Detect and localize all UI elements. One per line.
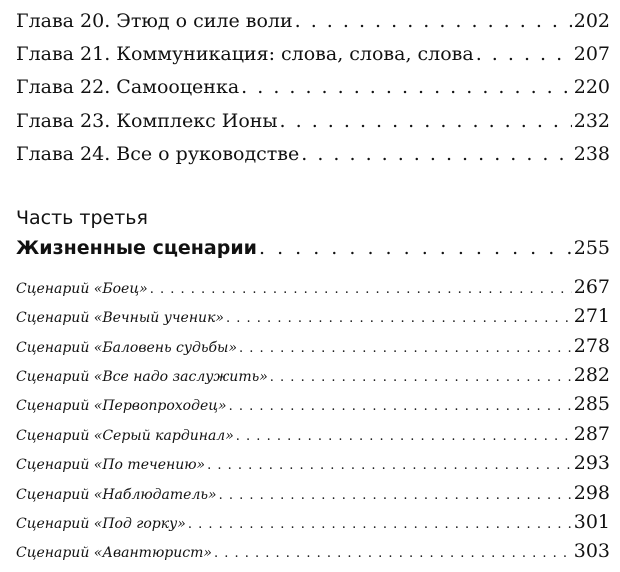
toc-entry-title: Глава 24. Все о руководстве xyxy=(16,143,300,165)
toc-page-number: 238 xyxy=(573,143,610,165)
toc-page-number: 267 xyxy=(573,276,610,298)
toc-page-number: 255 xyxy=(573,237,610,259)
toc-page-number: 282 xyxy=(573,364,610,386)
toc-page-number: 301 xyxy=(573,511,610,533)
toc-page-number: 303 xyxy=(573,540,610,562)
toc-chapter-24 xyxy=(16,143,610,176)
toc-entry-title: Глава 20. Этюд о силе воли xyxy=(16,10,293,32)
toc-entry-title: Глава 21. Коммуникация: слова, слова, слова xyxy=(16,43,474,65)
dot-leader xyxy=(270,370,572,385)
toc-entry-title: Сценарий «Вечный ученик» xyxy=(16,310,224,326)
toc-entry-title: Сценарий «Все надо заслужить» xyxy=(16,369,268,385)
toc-part-title xyxy=(16,237,610,259)
dot-leader xyxy=(259,237,572,259)
dot-leader xyxy=(280,110,572,132)
toc-scenario-observer xyxy=(16,482,610,512)
toc-entry-title: Сценарий «Первопроходец» xyxy=(16,398,227,414)
toc-chapter-23 xyxy=(16,110,610,143)
dot-leader xyxy=(301,143,571,165)
toc-scenario-downhill xyxy=(16,511,610,541)
toc-scenario-adventurer xyxy=(16,540,610,570)
toc-page-number: 287 xyxy=(573,423,610,445)
toc-page-number: 232 xyxy=(573,110,610,132)
toc-page-number: 278 xyxy=(573,335,610,357)
toc-page-number: 285 xyxy=(573,393,610,415)
dot-leader xyxy=(207,458,572,473)
dot-leader xyxy=(150,282,572,297)
dot-leader xyxy=(219,488,572,503)
toc-entry-title: Сценарий «Под горку» xyxy=(16,516,186,532)
toc-page-number: 207 xyxy=(573,43,610,65)
toc-entry-title: Глава 23. Комплекс Ионы xyxy=(16,110,278,132)
toc-scenario-fighter xyxy=(16,276,610,306)
dot-leader xyxy=(241,76,572,98)
toc-entry-title: Сценарий «Авантюрист» xyxy=(16,545,212,561)
toc-page-number: 271 xyxy=(573,305,610,327)
dot-leader xyxy=(239,341,572,356)
toc-scenario-go-with-flow xyxy=(16,452,610,482)
toc-entry-title: Сценарий «Наблюдатель» xyxy=(16,487,217,503)
toc-page-number: 202 xyxy=(573,10,610,32)
toc-scenario-fortunes-darling xyxy=(16,335,610,365)
toc-page-number: 293 xyxy=(573,452,610,474)
toc-entry-title: Сценарий «Серый кардинал» xyxy=(16,428,234,444)
dot-leader xyxy=(214,546,572,561)
part-label: Часть третья xyxy=(16,207,148,229)
toc-entry-title: Глава 22. Самооценка xyxy=(16,76,240,98)
dot-leader xyxy=(229,399,572,414)
dot-leader xyxy=(226,311,572,326)
toc-entry-title: Сценарий «Баловень судьбы» xyxy=(16,340,238,356)
toc-section-title: Жизненные сценарии xyxy=(16,237,257,259)
toc-chapter-20 xyxy=(16,10,610,43)
toc-scenario-eternal-student xyxy=(16,305,610,335)
toc-page-number: 298 xyxy=(573,482,610,504)
toc-chapter-21 xyxy=(16,43,610,76)
toc-scenario-must-earn-everything xyxy=(16,364,610,394)
toc-entry-title: Сценарий «Боец» xyxy=(16,281,148,297)
dot-leader xyxy=(295,10,572,32)
toc-scenario-pioneer xyxy=(16,393,610,423)
dot-leader xyxy=(476,43,572,65)
dot-leader xyxy=(188,517,572,532)
toc-chapter-22 xyxy=(16,76,610,109)
toc-page-number: 220 xyxy=(573,76,610,98)
toc-scenario-grey-cardinal xyxy=(16,423,610,453)
toc-entry-title: Сценарий «По течению» xyxy=(16,457,206,473)
dot-leader xyxy=(236,429,572,444)
